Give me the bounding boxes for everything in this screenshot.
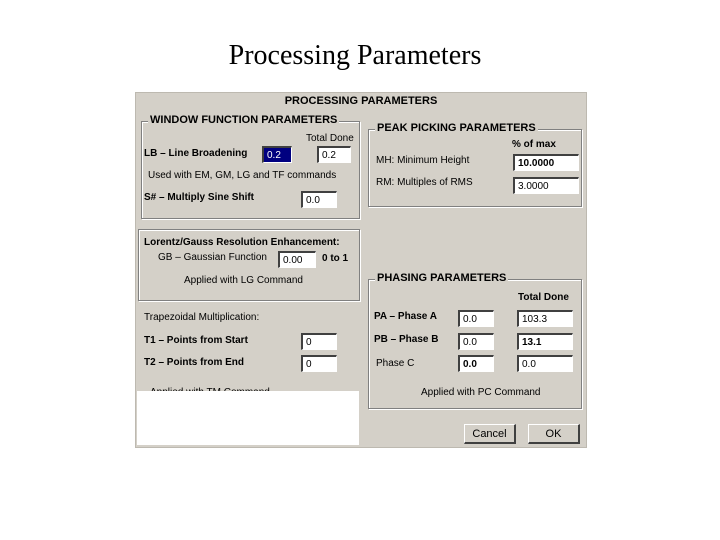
lb-input[interactable] xyxy=(262,146,292,163)
slide-title: Processing Parameters xyxy=(228,40,482,71)
t2-input[interactable] xyxy=(301,355,337,372)
gb-label: GB – Gaussian Function xyxy=(158,252,267,263)
lb-total-field[interactable] xyxy=(317,146,351,163)
t1-input[interactable] xyxy=(301,333,337,350)
pb-input[interactable] xyxy=(458,333,494,350)
rm-label: RM: Multiples of RMS xyxy=(376,177,473,188)
ok-button[interactable]: OK xyxy=(528,424,580,444)
rm-input[interactable] xyxy=(513,177,579,194)
peak-picking-group-label: PEAK PICKING PARAMETERS xyxy=(377,122,536,134)
gb-input[interactable] xyxy=(278,251,316,268)
pb-label: PB – Phase B xyxy=(374,334,439,345)
mh-label: MH: Minimum Height xyxy=(376,155,470,166)
phasing-group-label: PHASING PARAMETERS xyxy=(377,272,507,284)
lower-left-panel xyxy=(137,391,359,445)
t1-label: T1 – Points from Start xyxy=(144,335,248,346)
pb-total-field[interactable] xyxy=(517,333,573,350)
pc-total-field[interactable] xyxy=(517,355,573,372)
processing-parameters-dialog xyxy=(135,92,587,448)
window-used-with-text: Used with EM, GM, LG and TF commands xyxy=(148,170,337,181)
pc-label: Phase C xyxy=(376,358,415,369)
lb-label: LB – Line Broadening xyxy=(144,148,248,159)
pc-input[interactable] xyxy=(458,355,494,372)
phasing-total-done-header: Total Done xyxy=(518,292,569,303)
pc-applied-text: Applied with PC Command xyxy=(421,387,541,398)
mh-input[interactable] xyxy=(513,154,579,171)
pa-total-field[interactable] xyxy=(517,310,573,327)
pa-label: PA – Phase A xyxy=(374,311,437,322)
t2-label: T2 – Points from End xyxy=(144,357,245,368)
lorentz-gauss-title: Lorentz/Gauss Resolution Enhancement: xyxy=(144,237,340,248)
gb-range-label: 0 to 1 xyxy=(322,253,349,264)
ssb-label: S# – Multiply Sine Shift xyxy=(144,192,255,203)
pa-input[interactable] xyxy=(458,310,494,327)
trapezoidal-title: Trapezoidal Multiplication: xyxy=(144,312,260,323)
total-done-header: Total Done xyxy=(306,133,354,144)
lg-applied-text: Applied with LG Command xyxy=(184,275,303,286)
dialog-title: PROCESSING PARAMETERS xyxy=(284,95,438,107)
cancel-button[interactable]: Cancel xyxy=(464,424,516,444)
window-function-group-label: WINDOW FUNCTION PARAMETERS xyxy=(150,114,338,126)
pct-of-max-header: % of max xyxy=(512,139,556,150)
ssb-input[interactable] xyxy=(301,191,337,208)
